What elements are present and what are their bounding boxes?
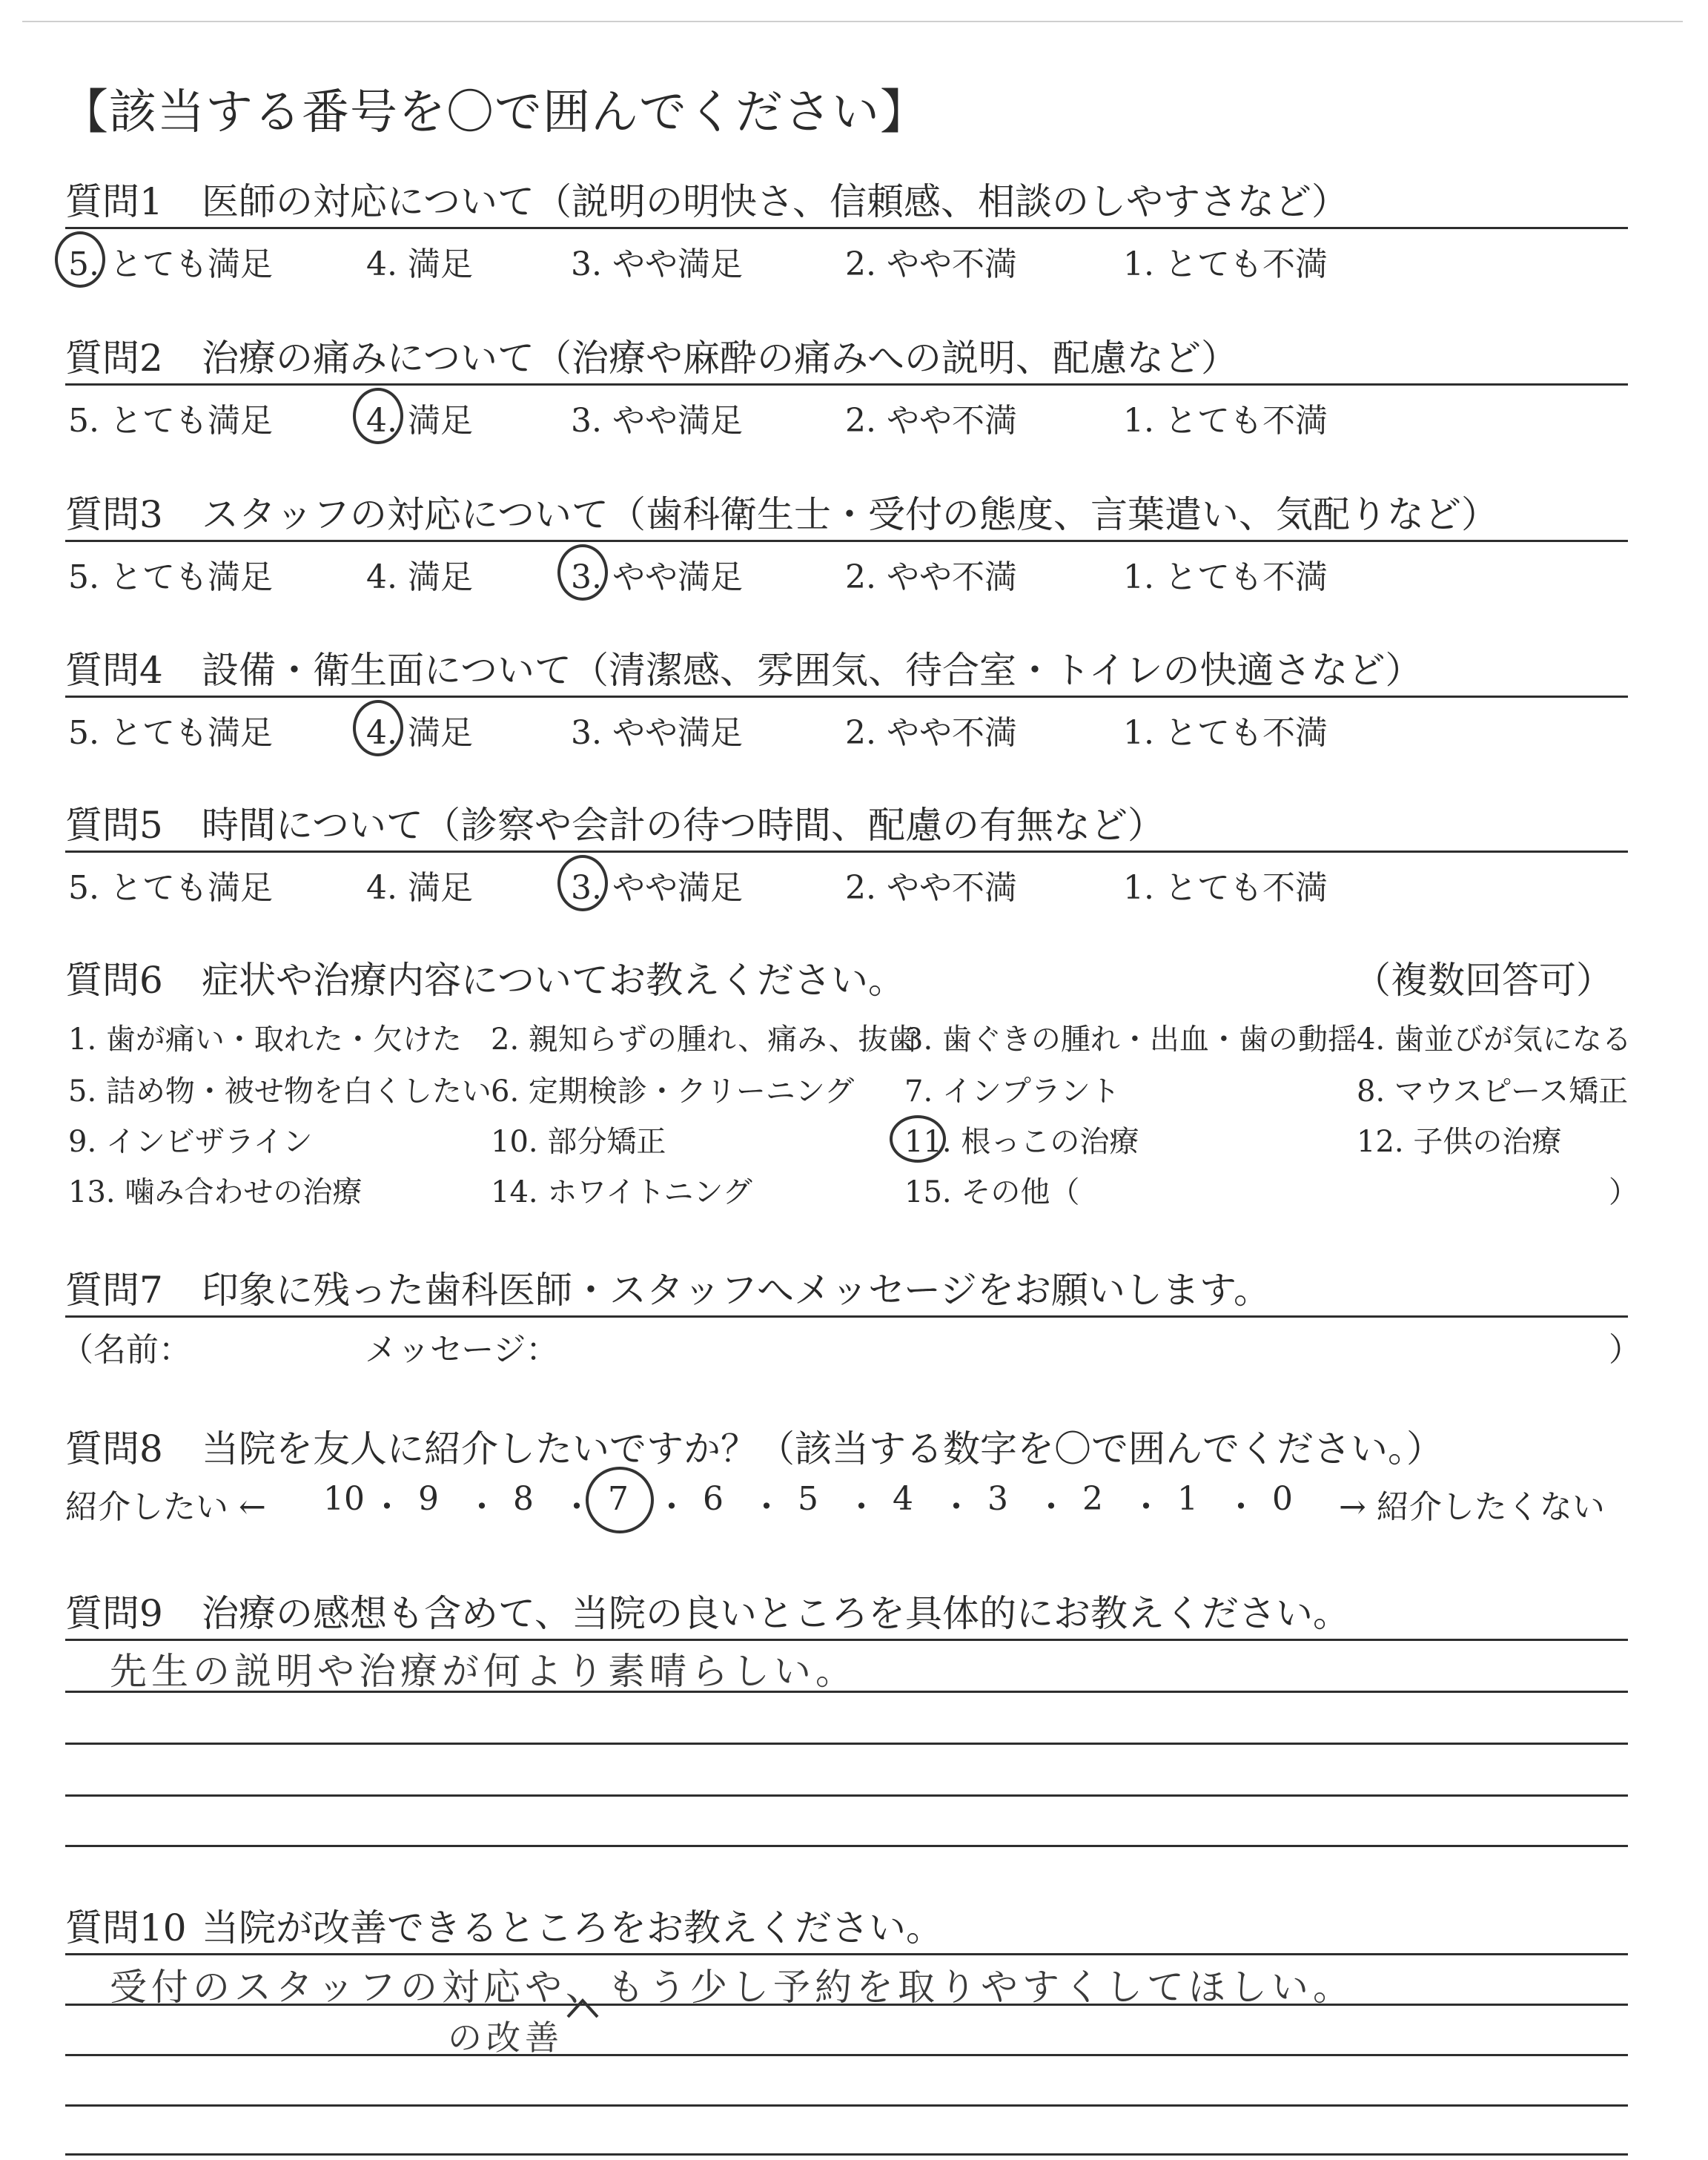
question-text: 治療の痛みについて（治療や麻酔の痛みへの説明、配慮など）	[202, 337, 1238, 380]
question-label: 質問2	[65, 337, 163, 380]
rating-option[interactable]: 2. やや不満	[845, 245, 1017, 283]
scale-separator: ・	[1035, 1488, 1068, 1526]
recommend-score[interactable]: 1	[1177, 1480, 1198, 1518]
question-label: 質問9	[65, 1592, 163, 1635]
rating-option[interactable]: 3. やや満足	[571, 558, 743, 596]
rating-circle-mark	[557, 855, 608, 911]
question-label: 質問4	[65, 649, 163, 692]
treatment-option[interactable]: 3. 歯ぐきの腫れ・出血・歯の動揺	[904, 1023, 1357, 1057]
question-label: 質問7	[65, 1269, 163, 1312]
answer-line	[65, 1743, 1628, 1745]
multi-answer-note: （複数回答可）	[1354, 959, 1613, 1002]
question-rule	[65, 227, 1628, 229]
rating-circle-mark	[55, 231, 105, 288]
question-rule	[65, 696, 1628, 698]
scale-separator: ・	[1130, 1488, 1162, 1526]
scale-separator: ・	[466, 1488, 498, 1526]
treatment-option[interactable]: ）	[1609, 1175, 1638, 1209]
recommend-score[interactable]: 6	[703, 1480, 724, 1518]
treatment-circle-mark	[890, 1115, 946, 1163]
rating-option[interactable]: 2. やや不満	[845, 402, 1017, 440]
treatment-option[interactable]: 11. 根っこの治療	[904, 1125, 1139, 1159]
scale-separator: ・	[655, 1488, 688, 1526]
recommend-score[interactable]: 10	[323, 1480, 365, 1518]
answer-line	[65, 2104, 1628, 2107]
rating-option[interactable]: 1. とても不満	[1123, 245, 1328, 283]
rating-option[interactable]: 5. とても満足	[68, 402, 273, 440]
treatment-option[interactable]: 10. 部分矯正	[491, 1125, 666, 1159]
treatment-option[interactable]: 4. 歯並びが気になる	[1357, 1023, 1632, 1057]
rating-option[interactable]: 1. とても不満	[1123, 869, 1328, 907]
question-label: 質問10	[65, 1906, 187, 1949]
question-label: 質問3	[65, 493, 163, 536]
question-text: スタッフの対応について（歯科衛生士・受付の態度、言葉遣い、気配りなど）	[202, 493, 1498, 536]
question-text: 医師の対応について（説明の明快さ、信頼感、相談のしやすさなど）	[202, 180, 1348, 223]
answer-line	[65, 2054, 1628, 2056]
rating-option[interactable]: 1. とても不満	[1123, 402, 1328, 440]
rating-option[interactable]: 4. 満足	[366, 714, 473, 752]
recommend-score[interactable]: 2	[1082, 1480, 1103, 1518]
question-text: 治療の感想も含めて、当院の良いところを具体的にお教えください。	[202, 1592, 1350, 1635]
rating-circle-mark	[557, 544, 608, 601]
question-rule	[65, 383, 1628, 386]
rating-option[interactable]: 2. やや不満	[845, 869, 1017, 907]
answer-line	[65, 1845, 1628, 1847]
treatment-option[interactable]: 14. ホワイトニング	[491, 1175, 752, 1209]
handwritten-answer[interactable]: 先生の説明や治療が何より素晴らしい。	[110, 1650, 857, 1693]
rating-option[interactable]: 4. 満足	[366, 869, 473, 907]
question-label: 質問5	[65, 804, 163, 847]
recommend-score[interactable]: 0	[1272, 1480, 1293, 1518]
close-paren: ）	[1609, 1331, 1641, 1369]
scale-separator: ・	[1225, 1488, 1257, 1526]
rating-option[interactable]: 4. 満足	[366, 402, 473, 440]
scale-separator: ・	[560, 1488, 593, 1526]
question-rule	[65, 1315, 1628, 1318]
question-label: 質問8	[65, 1427, 163, 1470]
treatment-option[interactable]: 12. 子供の治療	[1357, 1125, 1562, 1159]
recommend-score[interactable]: 8	[513, 1480, 534, 1518]
treatment-option[interactable]: 2. 親知らずの腫れ、痛み、抜歯	[491, 1023, 918, 1057]
question-text: 当院を友人に紹介したいですか？（該当する数字を〇で囲んでください。）	[202, 1427, 1443, 1470]
scale-separator: ・	[750, 1488, 783, 1526]
treatment-option[interactable]: 6. 定期検診・クリーニング	[491, 1074, 855, 1109]
rating-option[interactable]: 5. とても満足	[68, 714, 273, 752]
recommend-score[interactable]: 7	[608, 1480, 629, 1518]
rating-option[interactable]: 3. やや満足	[571, 245, 743, 283]
question-text: 症状や治療内容についてお教えください。	[202, 959, 905, 1002]
rating-option[interactable]: 1. とても不満	[1123, 714, 1328, 752]
rating-option[interactable]: 2. やや不満	[845, 714, 1017, 752]
treatment-option[interactable]: 9. インビザライン	[68, 1125, 313, 1159]
rating-circle-mark	[353, 700, 403, 756]
message-label: メッセージ：	[365, 1331, 559, 1369]
question-text: 時間について（診察や会計の待つ時間、配慮の有無など）	[202, 804, 1165, 847]
treatment-option[interactable]: 13. 噛み合わせの治療	[68, 1175, 363, 1209]
name-label: （名前：	[61, 1331, 191, 1369]
scale-right-label: → 紹介したくない	[1339, 1488, 1605, 1526]
insertion-caret-mark	[563, 1995, 608, 2024]
recommend-score[interactable]: 3	[987, 1480, 1008, 1518]
rating-option[interactable]: 1. とても不満	[1123, 558, 1328, 596]
question-text: 印象に残った歯科医師・スタッフへメッセージをお願いします。	[202, 1269, 1271, 1312]
treatment-option[interactable]: 5. 詰め物・被せ物を白くしたい	[68, 1074, 491, 1109]
answer-line	[65, 2153, 1628, 2156]
scale-separator: ・	[371, 1488, 403, 1526]
treatment-option[interactable]: 15. その他（	[904, 1175, 1080, 1209]
treatment-option[interactable]: 8. マウスピース矯正	[1357, 1074, 1629, 1109]
rating-circle-mark	[353, 388, 403, 444]
page-title: 【該当する番号を〇で囲んでください】	[61, 85, 928, 140]
question-label: 質問1	[65, 180, 163, 223]
rating-option[interactable]: 5. とても満足	[68, 245, 273, 283]
rating-option[interactable]: 3. やや満足	[571, 869, 743, 907]
rating-option[interactable]: 3. やや満足	[571, 714, 743, 752]
treatment-option[interactable]: 1. 歯が痛い・取れた・欠けた	[68, 1023, 462, 1057]
answer-line	[65, 1639, 1628, 1641]
answer-line	[65, 1794, 1628, 1797]
rating-option[interactable]: 5. とても満足	[68, 558, 273, 596]
answer-line	[65, 1953, 1628, 1955]
handwritten-answer[interactable]: 受付のスタッフの対応や、もう少し予約を取りやすくしてほしい。	[110, 1966, 1354, 2009]
rating-option[interactable]: 4. 満足	[366, 558, 473, 596]
recommend-score[interactable]: 9	[418, 1480, 439, 1518]
question-label: 質問6	[65, 959, 163, 1002]
handwritten-insertion: の改善	[448, 2018, 563, 2058]
scale-separator: ・	[940, 1488, 973, 1526]
treatment-option[interactable]: 7. インプラント	[904, 1074, 1120, 1109]
rating-option[interactable]: 3. やや満足	[571, 402, 743, 440]
scale-left-label: 紹介したい ←	[65, 1488, 266, 1526]
rating-option[interactable]: 5. とても満足	[68, 869, 273, 907]
question-text: 設備・衛生面について（清潔感、雰囲気、待合室・トイレの快適さなど）	[202, 649, 1423, 692]
score-circle-mark	[586, 1467, 654, 1533]
rating-option[interactable]: 4. 満足	[366, 245, 473, 283]
recommend-score[interactable]: 5	[798, 1480, 818, 1518]
question-rule	[65, 540, 1628, 542]
page-top-edge	[22, 21, 1683, 22]
question-rule	[65, 851, 1628, 853]
rating-option[interactable]: 2. やや不満	[845, 558, 1017, 596]
recommend-score[interactable]: 4	[893, 1480, 913, 1518]
question-text: 当院が改善できるところをお教えください。	[202, 1906, 943, 1949]
scale-separator: ・	[845, 1488, 878, 1526]
